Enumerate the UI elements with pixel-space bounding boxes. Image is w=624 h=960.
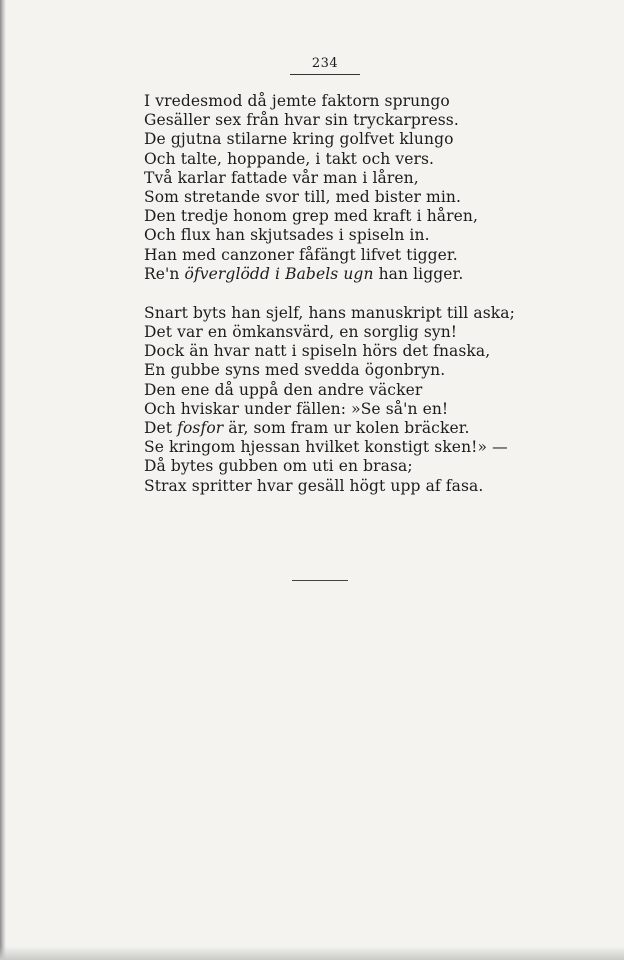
poem-line: Det var en ömkansvärd, en sorglig syn! [144,323,458,342]
poem-line: I vredesmod då jemte faktorn sprungo [144,92,450,110]
poem-line: Den ene då uppå den andre väcker [144,380,423,399]
poem-line: Som stretande svor till, med bister min. [144,187,462,206]
poem-line: Då bytes gubben om uti en brasa; [144,457,413,476]
poem-line-mixed [144,265,544,284]
stanza-2 [144,304,544,496]
poem [144,92,544,496]
page-edge-bottom [0,946,624,960]
poem-line: En gubbe syns med svedda ögonbryn. [144,361,446,380]
poem-line: Och hviskar under fällen: »Se så'n en! [144,399,449,418]
poem-line: Gesäller sex från hvar sin tryckarpress. [144,111,459,130]
poem-line: Strax spritter hvar gesäll högt upp af fasa. [144,476,484,495]
line-text: Det [144,419,178,437]
poem-line: Och talte, hoppande, i takt och vers. [144,149,435,168]
line-text: Re'n [144,264,185,283]
italic-text: fosfor [177,419,224,437]
poem-line: De gjutna stilarne kring golfvet klungo [144,130,454,149]
italic-text: öfverglödd i Babels ugn [184,264,374,283]
poem-line: Och flux han skjutsades i spiseln in. [144,226,430,245]
poem-line-mixed [144,419,544,438]
poem-line: Han med canzoner fåfängt lifvet tigger. [144,245,458,264]
poem-line: Den tredje honom grep med kraft i håren, [144,207,479,226]
page-number-rule [290,74,360,75]
poem-line: Två karlar fattade vår man i låren, [144,168,419,187]
poem-line: Se kringom hjessan hvilket konstigt sken!» — [144,438,508,457]
line-text: han ligger. [373,264,464,283]
poem-line: Dock än hvar natt i spiseln hörs det fnaska, [144,342,491,361]
line-text: är, som fram ur kolen bräcker. [223,419,470,437]
page-number: 234 [311,56,339,71]
end-rule [292,580,348,581]
poem-line: Snart byts han sjelf, hans manuskript till aska; [144,303,515,322]
stanza-1 [144,92,544,284]
page-edge-left [0,0,6,960]
